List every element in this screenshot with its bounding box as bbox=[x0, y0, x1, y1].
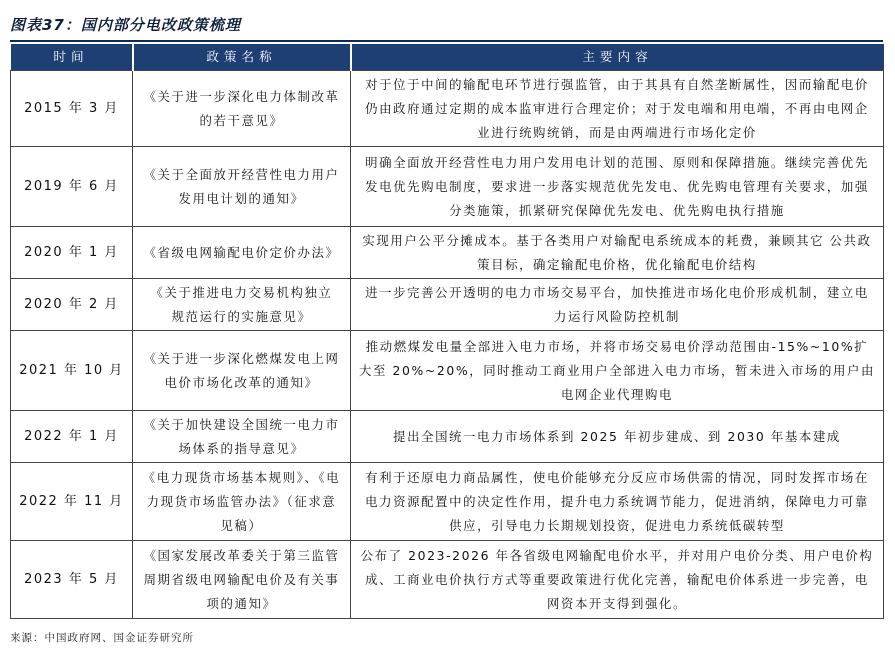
header-time: 时间 bbox=[11, 44, 133, 71]
cell-content: 对于位于中间的输配电环节进行强监管，由于其具有自然垄断属性，因而输配电价仍由政府通过定期的成本监审进行合理定价；对于发电端和用电端，不再由电网企业进行统购统销，而是由两端进行市场化定价 bbox=[351, 71, 884, 147]
cell-policy-name: 《关于进一步深化燃煤发电上网电价市场化改革的通知》 bbox=[133, 331, 351, 411]
table-row bbox=[11, 541, 884, 619]
table-row bbox=[11, 227, 884, 279]
table-header-row bbox=[11, 44, 884, 71]
cell-content: 有利于还原电力商品属性，使电价能够充分反应市场供需的情况，同时发挥市场在电力资源配置中的决定性作用，提升电力系统调节能力，促进消纳，保障电力可靠供应，引导电力长期规划投资，促进电力系统低碳转型 bbox=[351, 463, 884, 541]
cell-time: 2022 年 1 月 bbox=[11, 411, 133, 463]
cell-content: 推动燃煤发电量全部进入电力市场，并将市场交易电价浮动范围由-15%~10%扩大至 20%~20%，同时推动工商业用户全部进入电力市场，暂未进入市场的用户由电网企业代理购电 bbox=[351, 331, 884, 411]
cell-content: 提出全国统一电力市场体系到 2025 年初步建成、到 2030 年基本建成 bbox=[351, 411, 884, 463]
cell-policy-name: 《关于进一步深化电力体制改革的若干意见》 bbox=[133, 71, 351, 147]
figure-title: 图表37：国内部分电改政策梳理 bbox=[10, 16, 241, 34]
cell-content: 公布了 2023-2026 年各省级电网输配电价水平，并对用户电价分类、用户电价构成、工商业电价执行方式等重要政策进行优化完善，输配电价体系进一步完善，电网资本开支得到强化。 bbox=[351, 541, 884, 619]
header-main-content: 主要内容 bbox=[351, 44, 884, 71]
table-row bbox=[11, 71, 884, 147]
table-row bbox=[11, 463, 884, 541]
cell-policy-name: 《关于全面放开经营性电力用户发用电计划的通知》 bbox=[133, 147, 351, 227]
cell-content: 进一步完善公开透明的电力市场交易平台，加快推进市场化电价形成机制，建立电力运行风险防控机制 bbox=[351, 279, 884, 331]
cell-time: 2019 年 6 月 bbox=[11, 147, 133, 227]
cell-time: 2023 年 5 月 bbox=[11, 541, 133, 619]
cell-time: 2015 年 3 月 bbox=[11, 71, 133, 147]
cell-time: 2022 年 11 月 bbox=[11, 463, 133, 541]
cell-time: 2020 年 2 月 bbox=[11, 279, 133, 331]
cell-policy-name: 《省级电网输配电价定价办法》 bbox=[133, 227, 351, 279]
policy-table bbox=[10, 44, 884, 619]
title-rule bbox=[10, 40, 883, 42]
cell-time: 2021 年 10 月 bbox=[11, 331, 133, 411]
cell-policy-name: 《国家发展改革委关于第三监管周期省级电网输配电价及有关事项的通知》 bbox=[133, 541, 351, 619]
table-row bbox=[11, 279, 884, 331]
header-policy-name: 政策名称 bbox=[133, 44, 351, 71]
cell-policy-name: 《电力现货市场基本规则》、《电力现货市场监管办法》（征求意见稿） bbox=[133, 463, 351, 541]
table-row bbox=[11, 411, 884, 463]
table-row bbox=[11, 147, 884, 227]
cell-content: 实现用户公平分摊成本。基于各类用户对输配电系统成本的耗费，兼顾其它 公共政策目标，确定输配电价格，优化输配电价结构 bbox=[351, 227, 884, 279]
cell-time: 2020 年 1 月 bbox=[11, 227, 133, 279]
cell-content: 明确全面放开经营性电力用户发用电计划的范围、原则和保障措施。继续完善优先发电优先购电制度，要求进一步落实规范优先发电、优先购电管理有关要求，加强分类施策，抓紧研究保障优先发电、优先购电执行措施 bbox=[351, 147, 884, 227]
cell-policy-name: 《关于加快建设全国统一电力市场体系的指导意见》 bbox=[133, 411, 351, 463]
table-row bbox=[11, 331, 884, 411]
source-note: 来源：中国政府网、国金证券研究所 bbox=[10, 632, 194, 644]
cell-policy-name: 《关于推进电力交易机构独立 规范运行的实施意见》 bbox=[133, 279, 351, 331]
